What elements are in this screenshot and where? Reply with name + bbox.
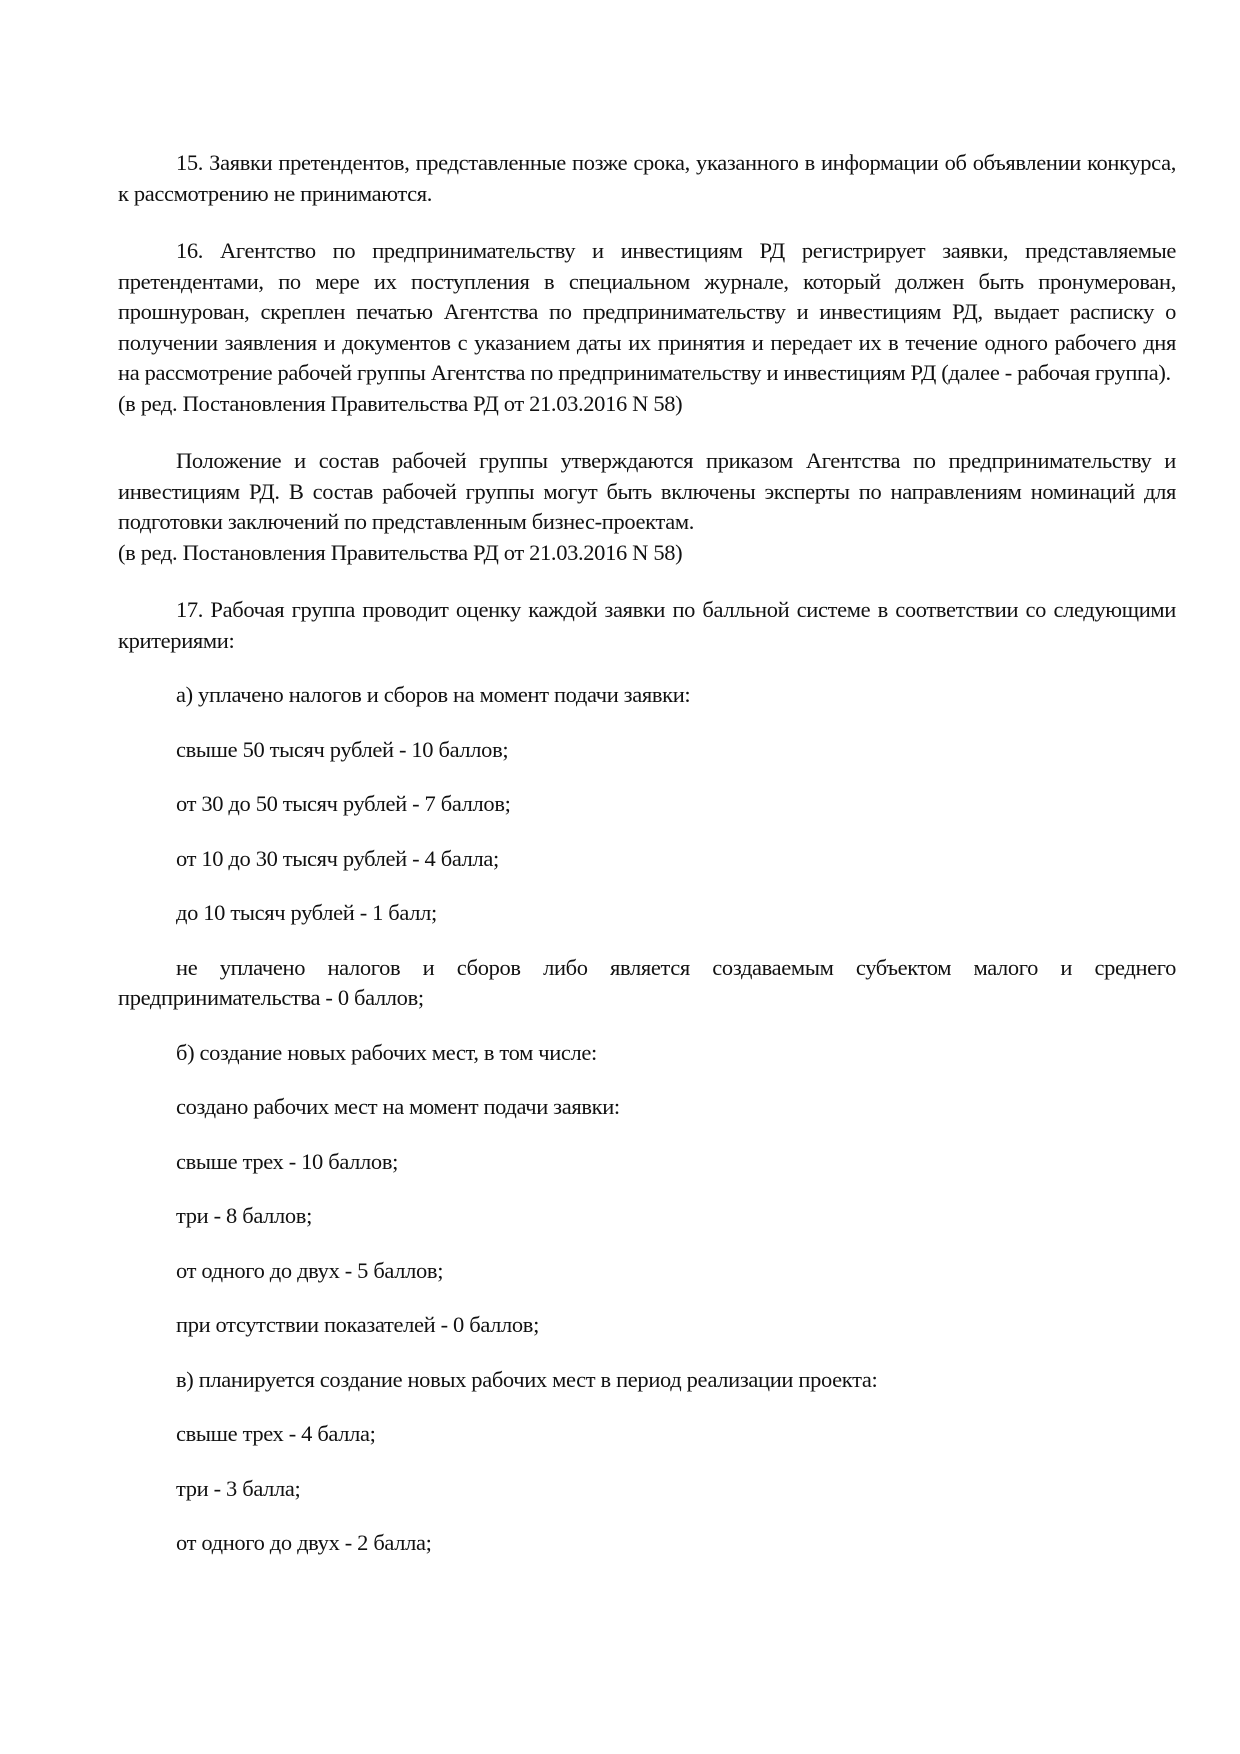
criteria-item-none: не уплачено налогов и сборов либо является создаваемым субъектом малого и среднего предпринимательства - 0 баллов; <box>118 954 1176 1010</box>
criteria-item: свыше трех - 10 баллов; <box>176 1148 398 1174</box>
criteria-item: от одного до двух - 5 баллов; <box>176 1257 444 1283</box>
amendment-reference: (в ред. Постановления Правительства РД от 21.03.2016 N 58) <box>118 539 683 565</box>
criteria-heading: а) уплачено налогов и сборов на момент подачи заявки: <box>176 682 691 707</box>
criteria-item: три - 8 баллов; <box>176 1203 312 1228</box>
criteria-a <box>118 680 1176 929</box>
paragraph-15: 15. Заявки претендентов, представленные позже срока, указанного в информации об объявлении конкурса, к рассмотрению не принимаются. <box>118 150 1176 206</box>
criteria-heading: в) планируется создание новых рабочих мест в период реализации проекта: <box>176 1366 878 1392</box>
criteria-item: три - 3 балла; <box>176 1475 301 1501</box>
paragraph-17: 17. Рабочая группа проводит оценку каждой заявки по балльной системе в соответствии со следующими критериями: <box>118 597 1176 653</box>
criteria-heading: б) создание новых рабочих мест, в том числе: <box>176 1039 597 1065</box>
paragraph-16: 16. Агентство по предпринимательству и инвестициям РД регистрирует заявки, представляемые претендентами, по мере их поступления в специальном журнале, который должен быть пронумерован, прошнурован, скреплен печатью Агентства по предпринимательству и инвестициям РД, выдает расписку о получении заявления и документов с указанием даты их принятия и передает их в течение одного рабочего дня на рассмотрение рабочей группы Агентства по предпринимательству и инвестициям РД (далее - рабочая группа). <box>118 238 1176 385</box>
criteria-item: до 10 тысяч рублей - 1 балл; <box>176 900 437 925</box>
criteria-item: от 30 до 50 тысяч рублей - 7 баллов; <box>176 791 511 816</box>
criteria-b <box>118 1038 1176 1341</box>
paragraph-working-group: Положение и состав рабочей группы утверждаются приказом Агентства по предпринимательству и инвестициям РД. В состав рабочей группы могут быть включены эксперты по направлениям номинаций для подготовки заключений по представленным бизнес-проектам. <box>118 448 1176 534</box>
criteria-item: свыше 50 тысяч рублей - 10 баллов; <box>176 736 509 762</box>
criteria-item: от 10 до 30 тысяч рублей - 4 балла; <box>176 845 499 871</box>
criteria-c <box>118 1365 1176 1559</box>
criteria-item: свыше трех - 4 балла; <box>176 1421 376 1446</box>
criteria-item: при отсутствии показателей - 0 баллов; <box>176 1312 539 1337</box>
criteria-subheading: создано рабочих мест на момент подачи заявки: <box>176 1094 620 1119</box>
criteria-item: от одного до двух - 2 балла; <box>176 1530 432 1555</box>
amendment-reference: (в ред. Постановления Правительства РД от 21.03.2016 N 58) <box>118 390 683 416</box>
document-page <box>118 148 1176 1559</box>
